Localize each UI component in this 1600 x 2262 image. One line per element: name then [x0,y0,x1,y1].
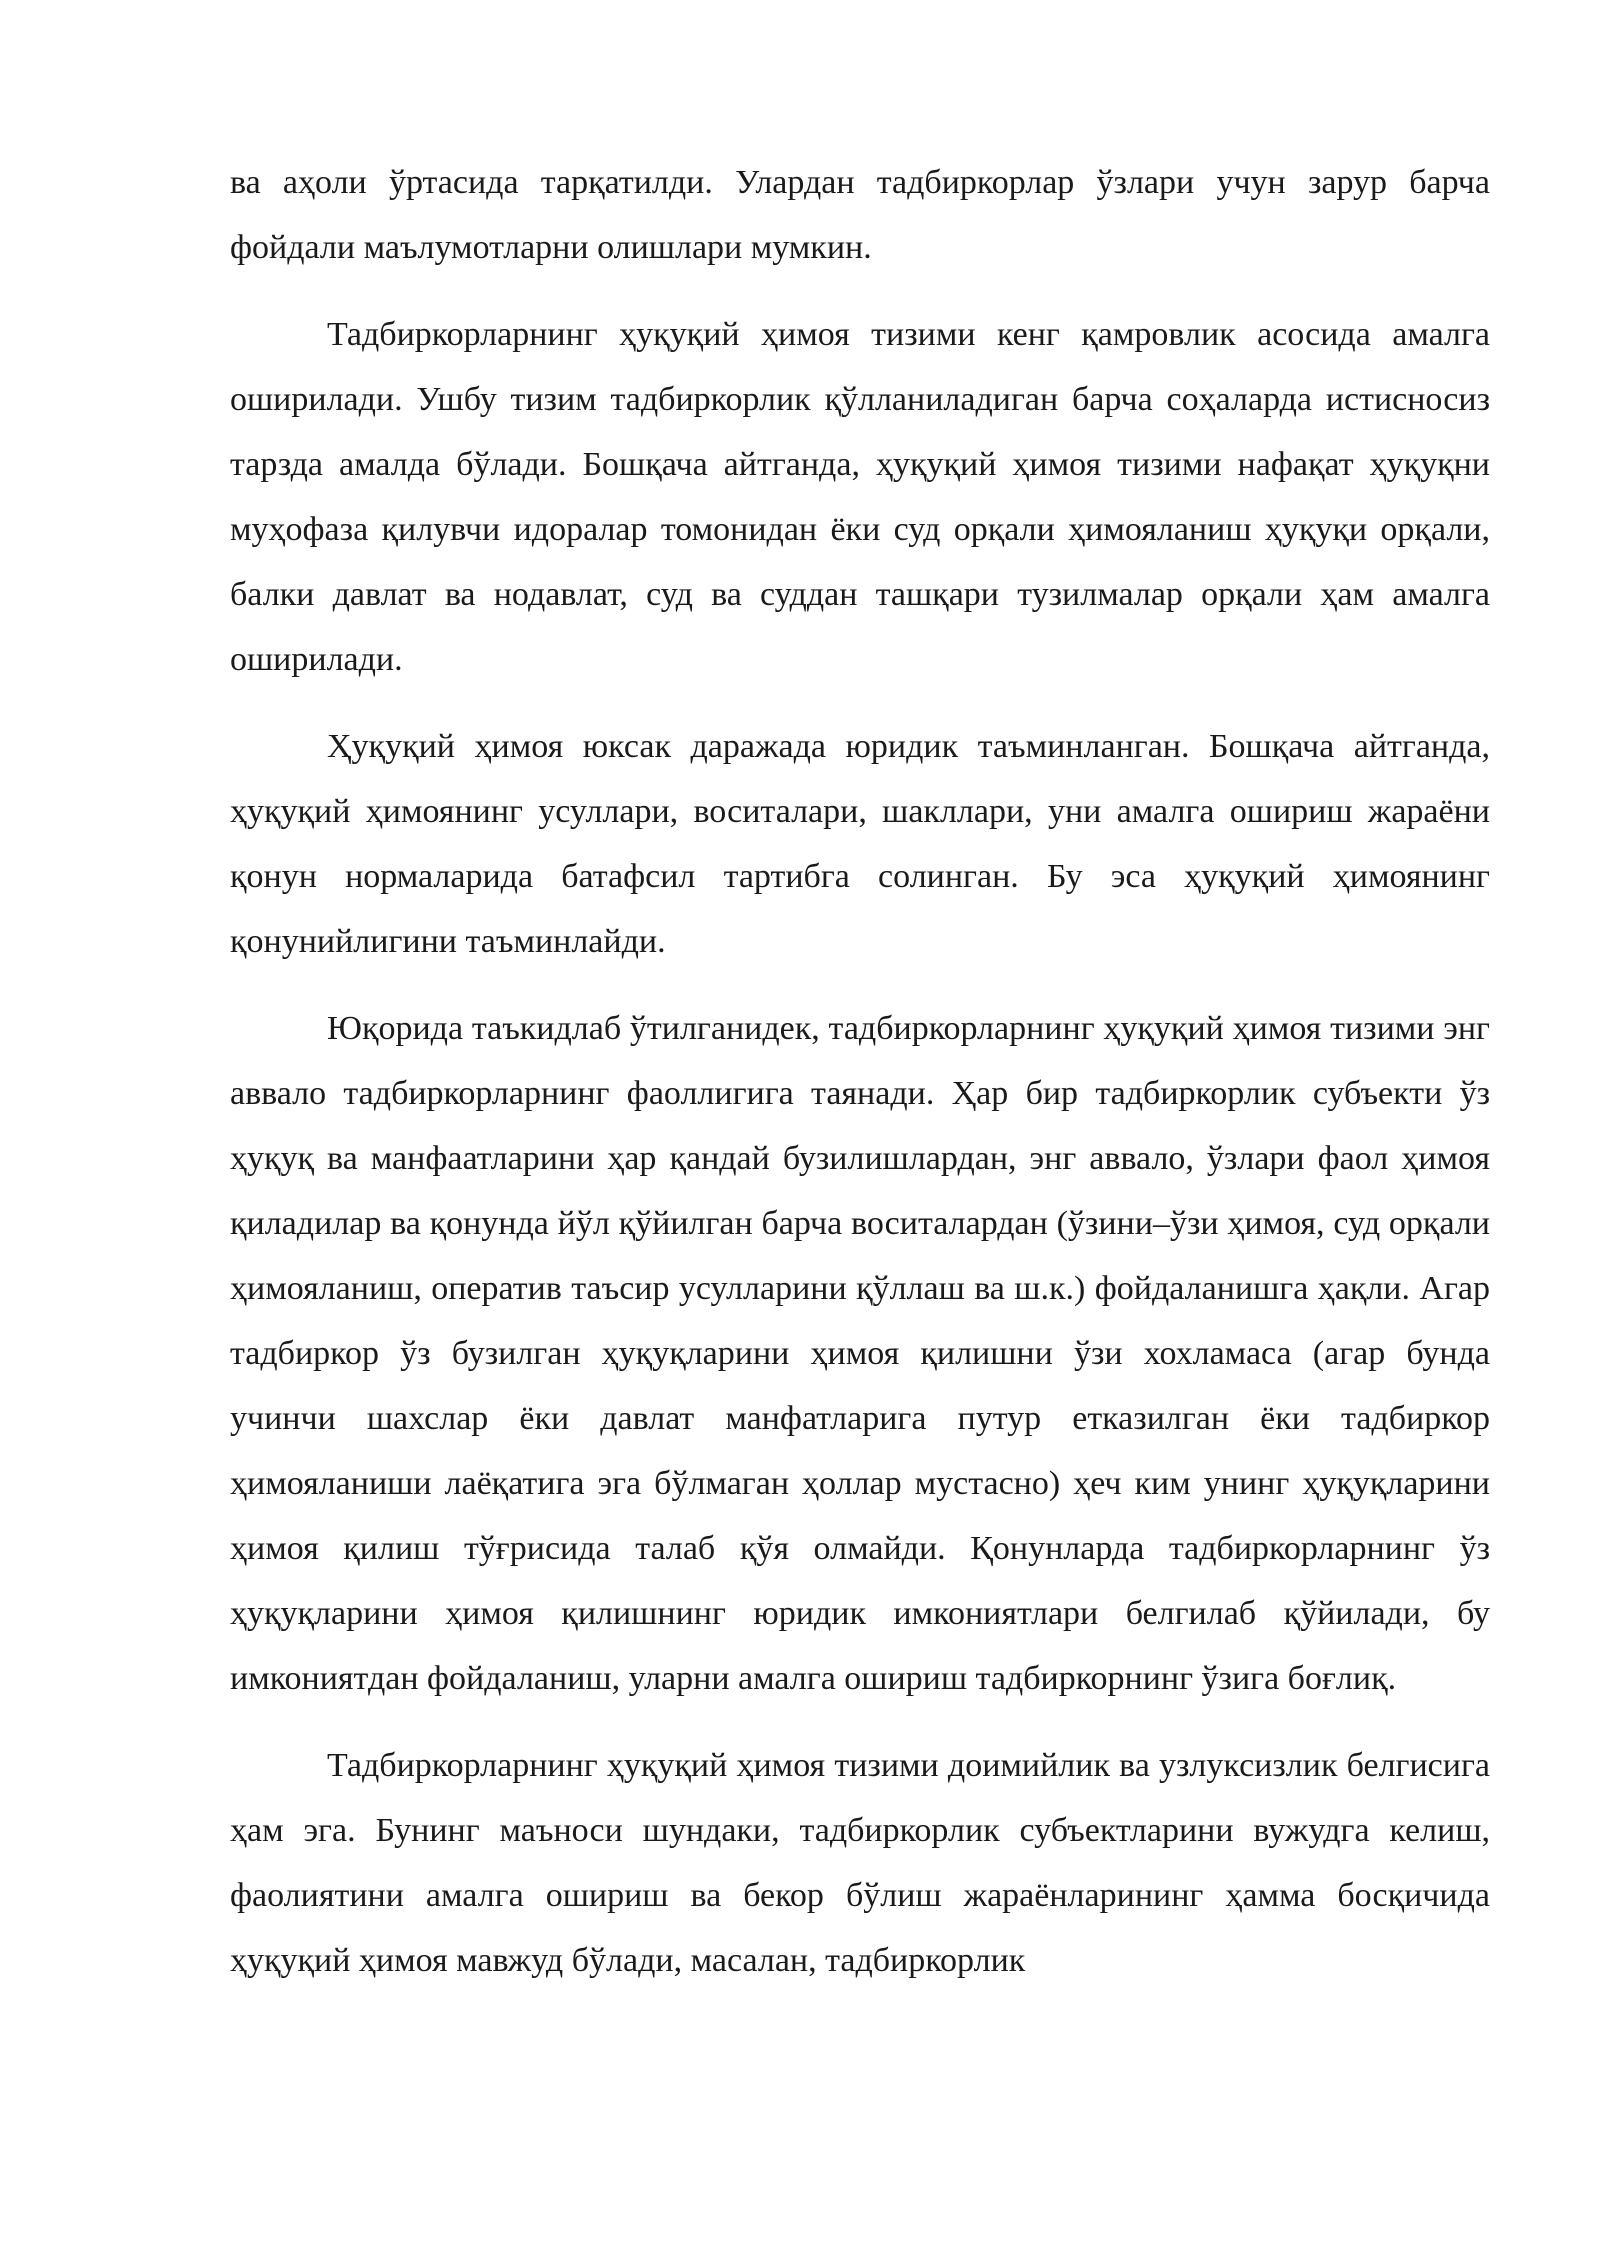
paragraph-5: Тадбиркорларнинг ҳуқуқий ҳимоя тизими доимийлик ва узлуксизлик белгисига ҳам эга. Бунинг маъноси шундаки, тадбиркорлик субъектларини вужудга келиш, фаолиятини амалга ошириш ва бекор бўлиш жараёнларининг ҳамма босқичида ҳуқуқий ҳимоя мавжуд бўлади, масалан, тадбиркорлик [230,1747,1490,1979]
paragraph-4: Юқорида таъкидлаб ўтилганидек, тадбиркорларнинг ҳуқуқий ҳимоя тизими энг аввало тадбиркорларнинг фаоллигига таянади. Ҳар бир тадбиркорлик субъекти ўз ҳуқуқ ва манфаатларини ҳар қандай бузилишлардан, энг аввало, ўзлари фаол ҳимоя қиладилар ва қонунда йўл қўйилган барча воситалардан (ўзини–ўзи ҳимоя, суд орқали ҳимояланиш, оператив таъсир усулларини қўллаш ва ш.к.) фойдаланишга ҳақли. Агар тадбиркор ўз бузилган ҳуқуқларини ҳимоя қилишни ўзи хохламаса (агар бунда учинчи шахслар ёки давлат манфатларига путур етказилган ёки тадбиркор ҳимояланиши лаёқатига эга бўлмаган ҳоллар мустасно) ҳеч ким унинг ҳуқуқларини ҳимоя қилиш тўғрисида талаб қўя олмайди. Қонунларда тадбиркорларнинг ўз ҳуқуқларини ҳимоя қилишнинг юридик имкониятлари белгилаб қўйилади, бу имкониятдан фойдаланиш, уларни амалга ошириш тадбиркорнинг ўзига боғлиқ. [230,1010,1490,1697]
paragraph-2: Тадбиркорларнинг ҳуқуқий ҳимоя тизими кенг қамровлик асосида амалга оширилади. Ушбу тизим тадбиркорлик қўлланиладиган барча соҳаларда истисносиз тарзда амалда бўлади. Бошқача айтганда, ҳуқуқий ҳимоя тизими нафақат ҳуқуқни муҳофаза қилувчи идоралар томонидан ёки суд орқали ҳимояланиш ҳуқуқи орқали, балки давлат ва нодавлат, суд ва суддан ташқари тузилмалар орқали ҳам амалга оширилади. [230,316,1490,678]
document-body [230,150,1490,2015]
paragraph-3: Ҳуқуқий ҳимоя юксак даражада юридик таъминланган. Бошқача айтганда, ҳуқуқий ҳимоянинг усуллари, воситалари, шакллари, уни амалга ошириш жараёни қонун нормаларида батафсил тартибга солинган. Бу эса ҳуқуқий ҳимоянинг қонунийлигини таъминлайди. [230,728,1490,960]
paragraph-1: ва аҳоли ўртасида тарқатилди. Улардан тадбиркорлар ўзлари учун зарур барча фойдали маълумотларни олишлари мумкин. [230,164,1490,266]
